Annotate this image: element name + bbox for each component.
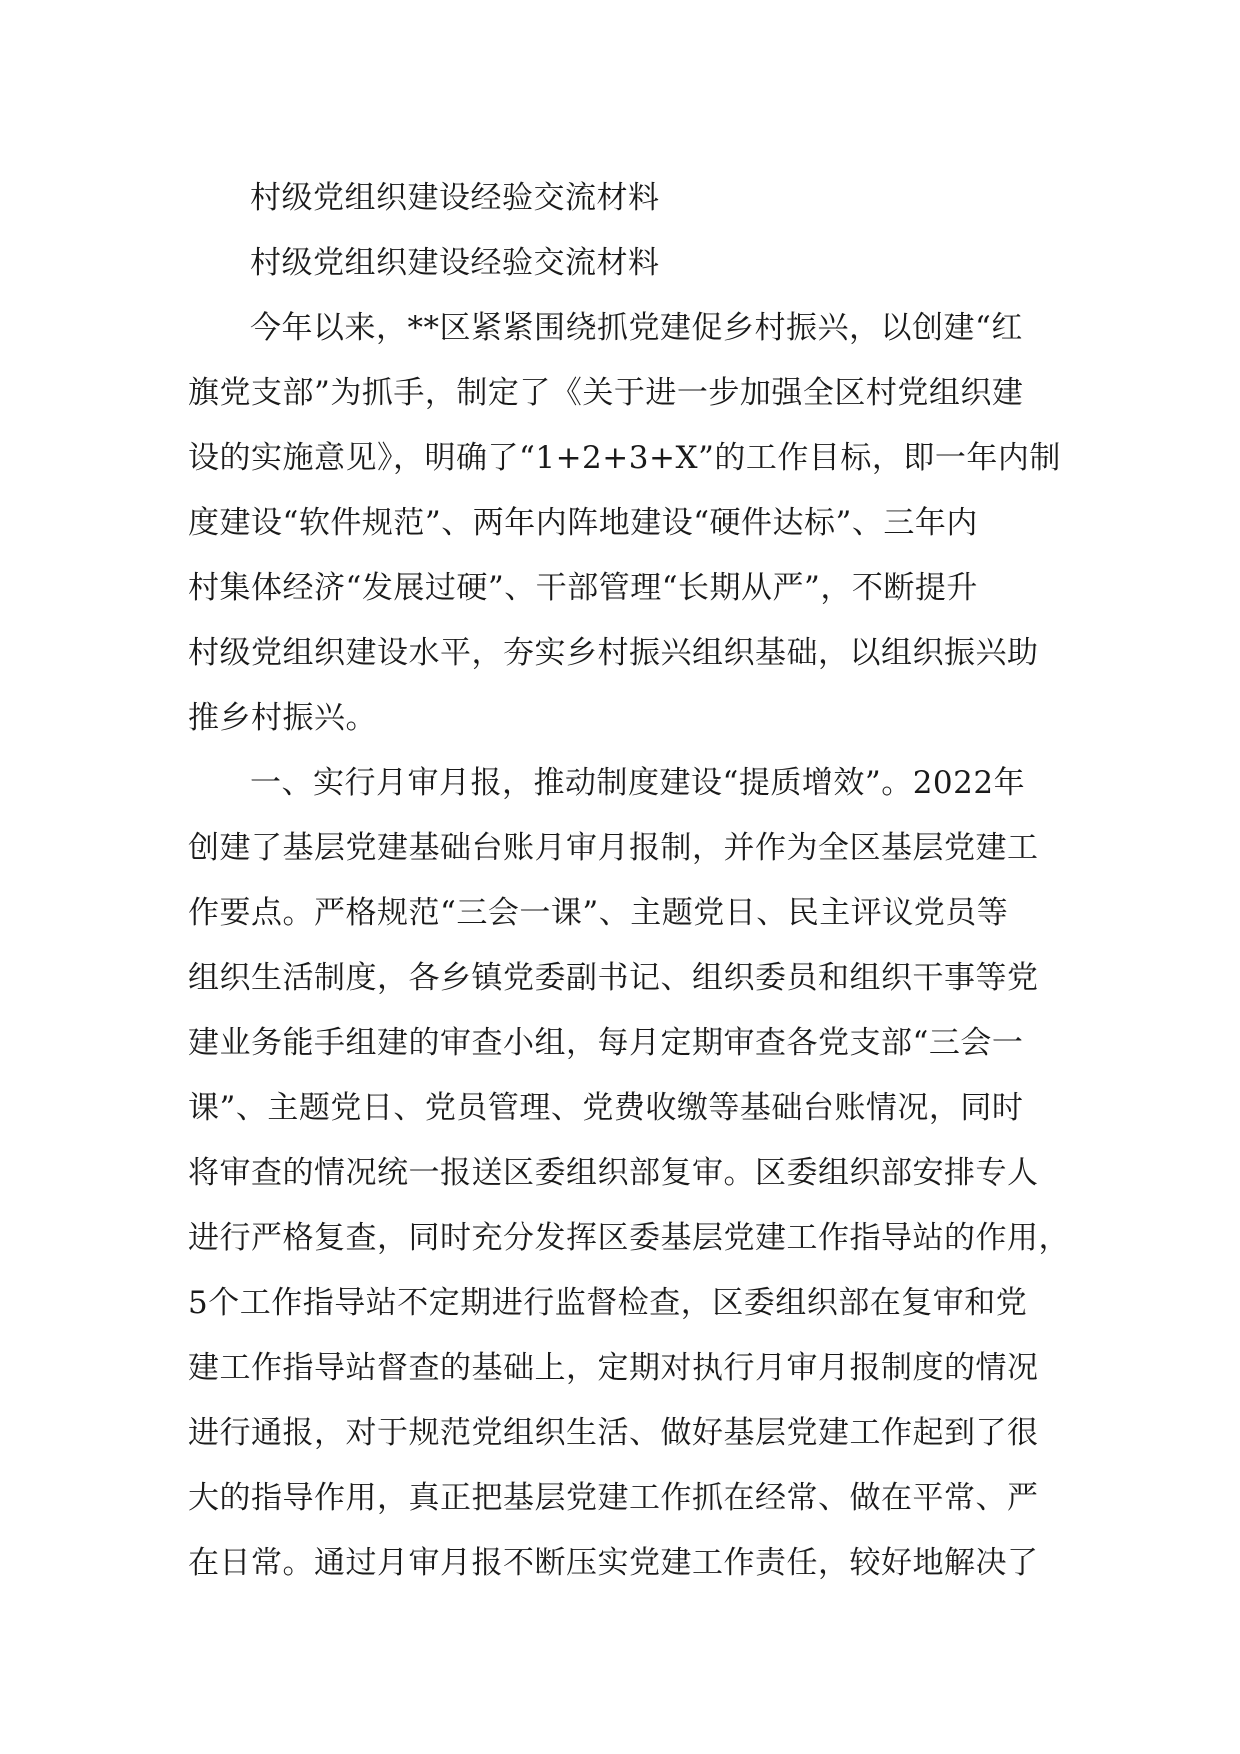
paragraph-2-line-6: 课”、主题党日、党员管理、党费收缴等基础台账情况，同时: [188, 1090, 1024, 1126]
paragraph-2-line-1: 一、实行月审月报，推动制度建设“提质增效”。2022年: [250, 765, 1026, 801]
paragraph-2-line-5: 建业务能手组建的审查小组，每月定期审查各党支部“三会一: [188, 1025, 1024, 1061]
paragraph-2-line-9: 5个工作指导站不定期进行监督检查，区委组织部在复审和党: [188, 1285, 1028, 1321]
paragraph-1-line-4: 度建设“软件规范”、两年内阵地建设“硬件达标”、三年内: [188, 505, 978, 541]
document-heading: 村级党组织建设经验交流材料: [250, 245, 660, 281]
document-title: 村级党组织建设经验交流材料: [250, 180, 660, 216]
paragraph-1-line-6: 村级党组织建设水平，夯实乡村振兴组织基础，以组织振兴助: [188, 635, 1039, 671]
paragraph-2-line-10: 建工作指导站督查的基础上，定期对执行月审月报制度的情况: [188, 1350, 1039, 1386]
paragraph-2-line-13: 在日常。通过月审月报不断压实党建工作责任，较好地解决了: [188, 1545, 1039, 1581]
paragraph-2-line-4: 组织生活制度，各乡镇党委副书记、组织委员和组织干事等党: [188, 960, 1039, 996]
document-body: [188, 166, 1088, 1596]
paragraph-1-line-3: 设的实施意见》，明确了“1+2+3+X”的工作目标，即一年内制: [188, 440, 1061, 476]
paragraph-2-line-8: 进行严格复查，同时充分发挥区委基层党建工作指导站的作用，: [188, 1220, 1070, 1256]
paragraph-1-line-2: 旗党支部”为抓手，制定了《关于进一步加强全区村党组织建: [188, 375, 1024, 411]
paragraph-2-line-3: 作要点。严格规范“三会一课”、主题党日、民主评议党员等: [188, 895, 1009, 931]
paragraph-1-line-1: 今年以来，**区紧紧围绕抓党建促乡村振兴，以创建“红: [250, 310, 1023, 346]
paragraph-2-line-7: 将审查的情况统一报送区委组织部复审。区委组织部安排专人: [188, 1155, 1039, 1191]
paragraph-1-line-7: 推乡村振兴。: [188, 700, 377, 736]
paragraph-1-line-5: 村集体经济“发展过硬”、干部管理“长期从严”，不断提升: [188, 570, 978, 606]
paragraph-2-line-2: 创建了基层党建基础台账月审月报制，并作为全区基层党建工: [188, 830, 1039, 866]
paragraph-2-line-11: 进行通报，对于规范党组织生活、做好基层党建工作起到了很: [188, 1415, 1039, 1451]
paragraph-2-line-12: 大的指导作用，真正把基层党建工作抓在经常、做在平常、严: [188, 1480, 1039, 1516]
